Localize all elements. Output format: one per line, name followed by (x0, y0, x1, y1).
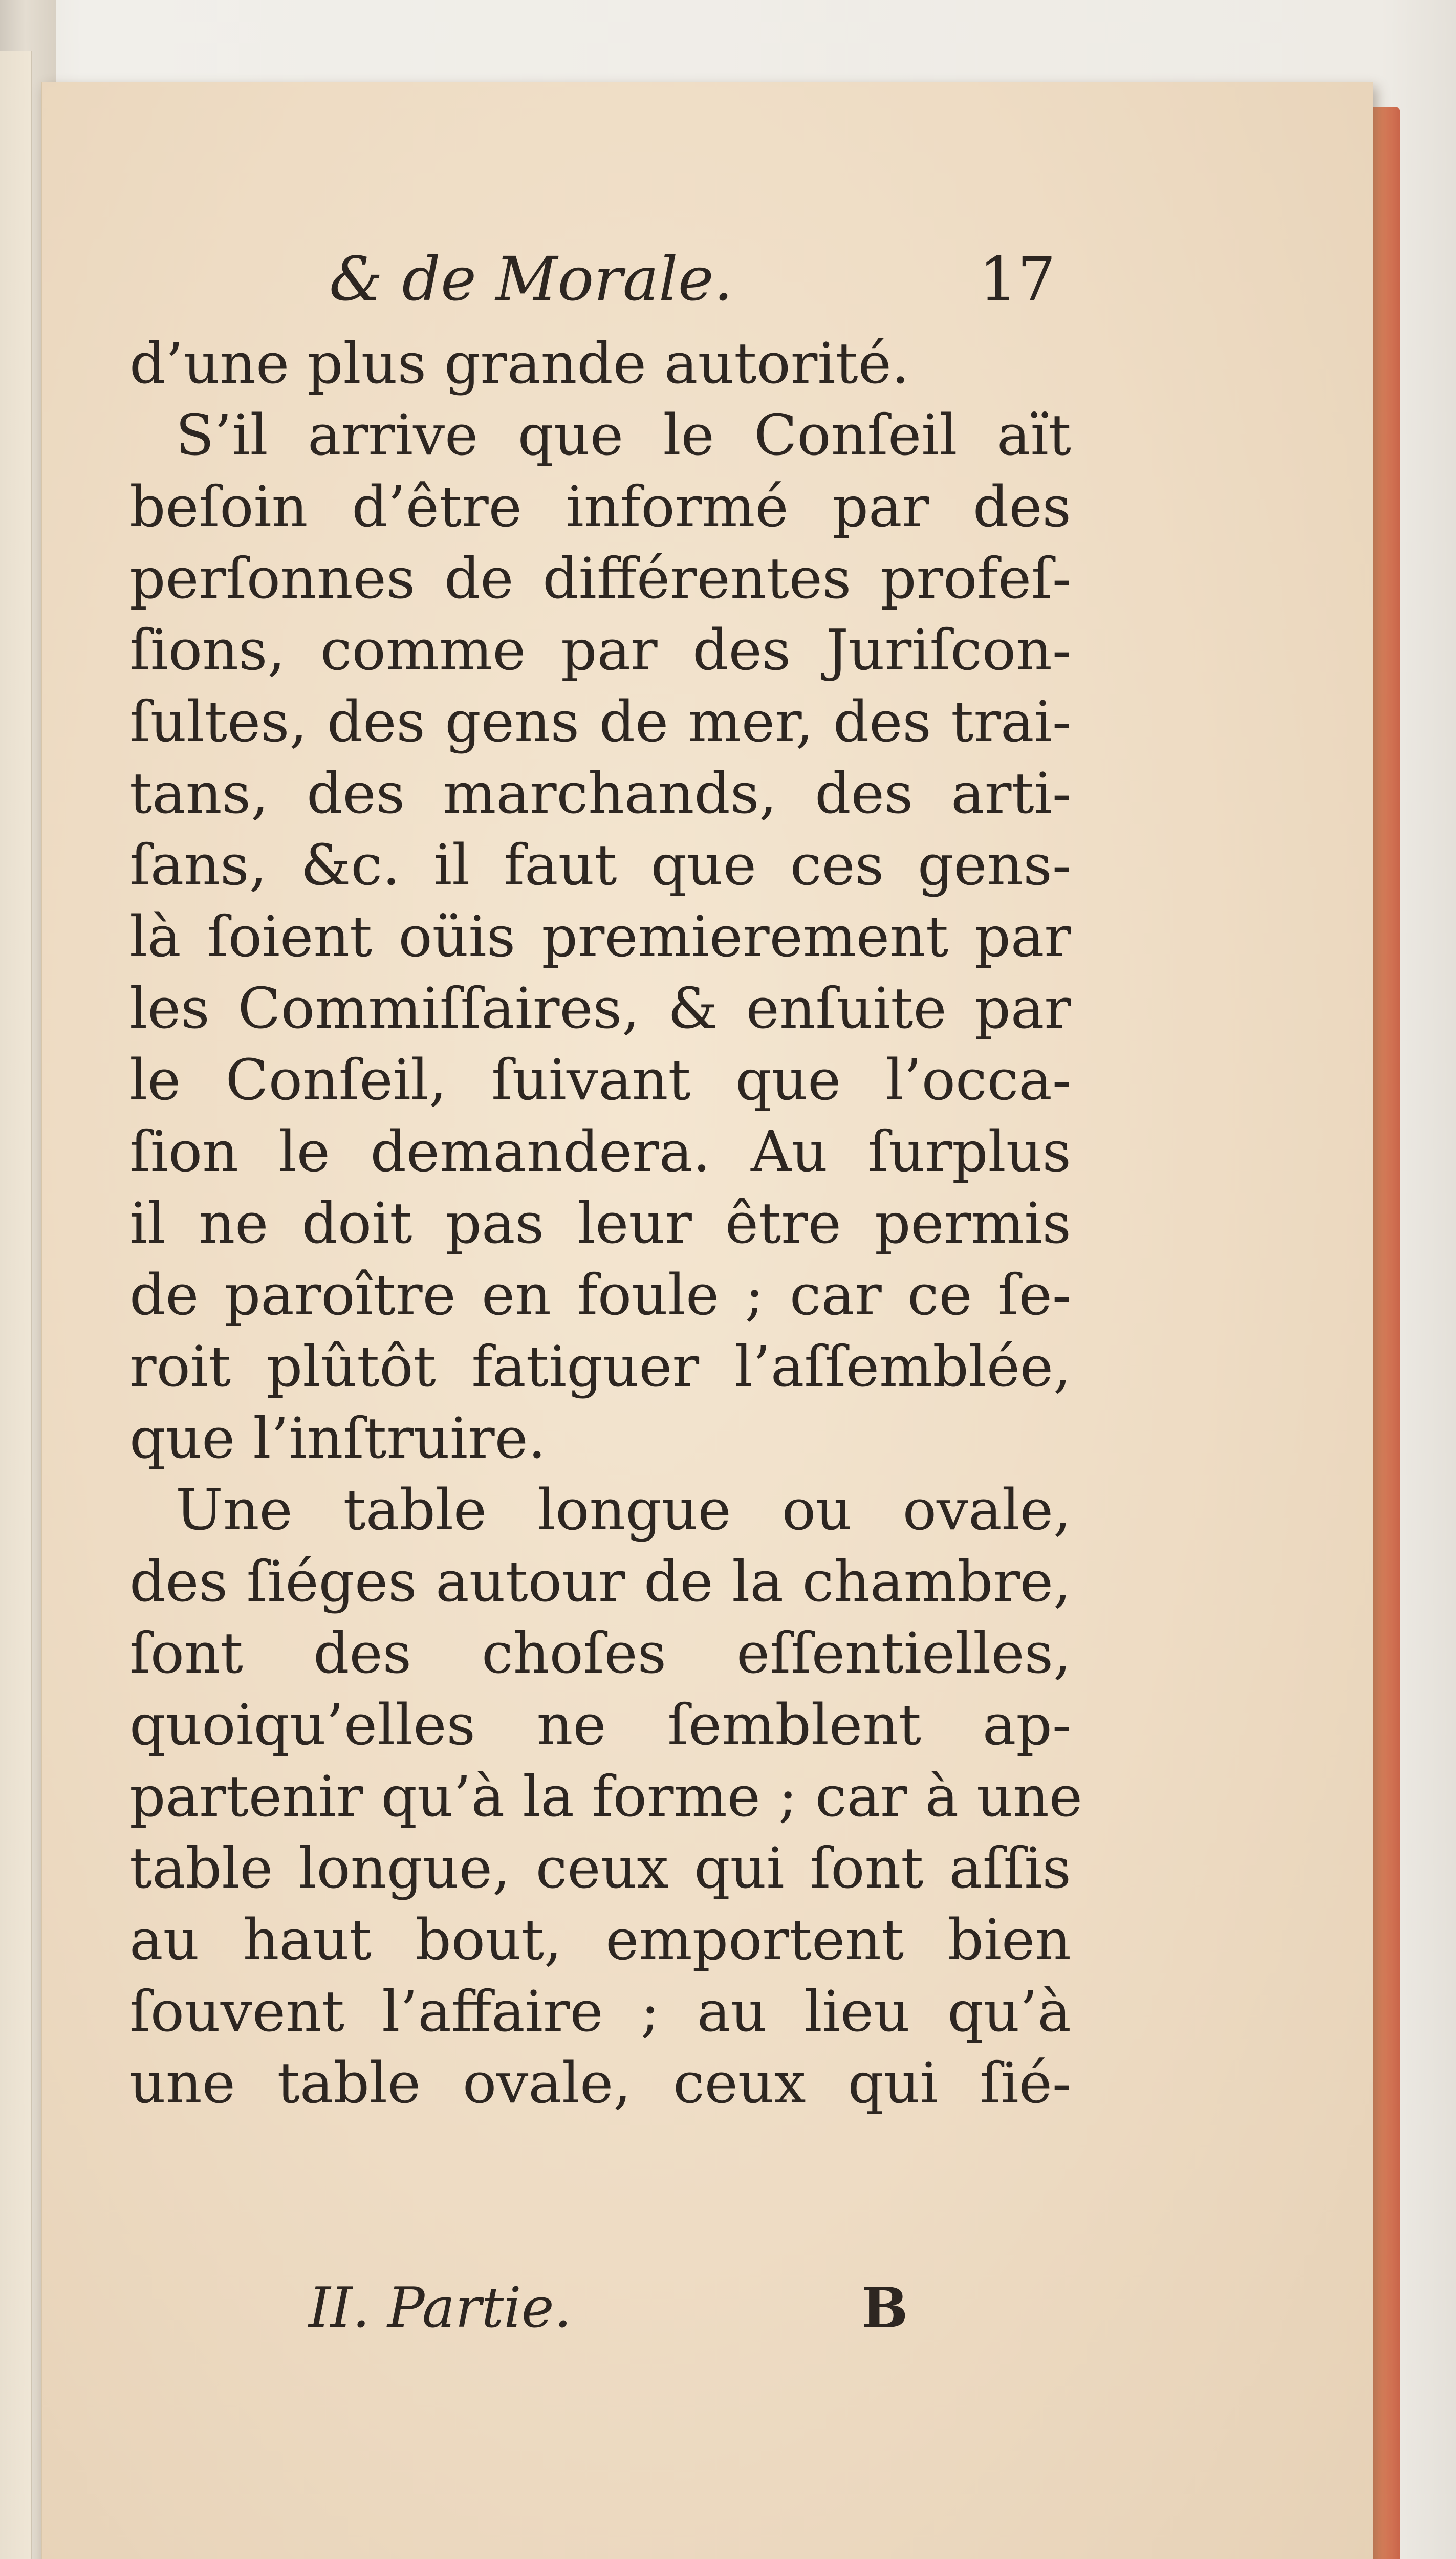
text-line: le Conſeil, ſuivant que l’occa- (129, 1047, 1071, 1113)
book-page (41, 82, 1373, 2559)
page-footer (309, 2272, 923, 2344)
facing-page-edge (0, 51, 32, 2559)
text-line: ſions, comme par des Juriſcon- (129, 617, 1071, 683)
text-line: Une table longue ou ovale, (176, 1477, 1071, 1543)
signature-mark: B (861, 2276, 908, 2340)
text-line: perſonnes de différentes profeſ- (129, 546, 1071, 611)
running-head (329, 241, 1056, 317)
part-label: II. Partie. (309, 2276, 572, 2340)
text-line: roit plûtôt fatiguer l’aſſemblée, (129, 1334, 1071, 1399)
text-line: quoiqu’elles ne ſemblent ap- (129, 1692, 1071, 1758)
text-line: que l’inſtruire. (129, 1405, 546, 1471)
text-line: table longue, ceux qui ſont aſſis (129, 1835, 1071, 1901)
text-line: d’une plus grande autorité. (129, 331, 909, 396)
text-line: ſans, &c. il faut que ces gens- (129, 832, 1071, 898)
text-line: il ne doit pas leur être permis (129, 1190, 1071, 1256)
text-line: tans, des marchands, des arti- (129, 761, 1071, 826)
text-line: partenir qu’à la forme ; car à une (129, 1764, 1082, 1829)
text-line: une table ovale, ceux qui ſié- (129, 2050, 1071, 2116)
text-line: ſont des choſes eſſentielles, (129, 1620, 1071, 1686)
text-line: au haut bout, emportent bien (129, 1907, 1071, 1972)
text-line: des ſiéges autour de la chambre, (129, 1549, 1071, 1614)
text-line: les Commiſſaires, & enſuite par (129, 975, 1071, 1041)
running-head-title: & de Morale. (329, 244, 733, 314)
text-line: là ſoient oüis premierement par (129, 904, 1071, 969)
text-line: ſion le demandera. Au ſurplus (129, 1119, 1071, 1184)
page-number: 17 (979, 244, 1056, 314)
text-line: beſoin d’être informé par des (129, 474, 1071, 539)
text-line: de paroître en foule ; car ce ſe- (129, 1262, 1071, 1328)
text-line: ſouvent l’affaire ; au lieu qu’à (129, 1979, 1071, 2044)
text-line: ſultes, des gens de mer, des trai- (129, 689, 1071, 754)
text-line: S’il arrive que le Conſeil aït (176, 402, 1071, 468)
